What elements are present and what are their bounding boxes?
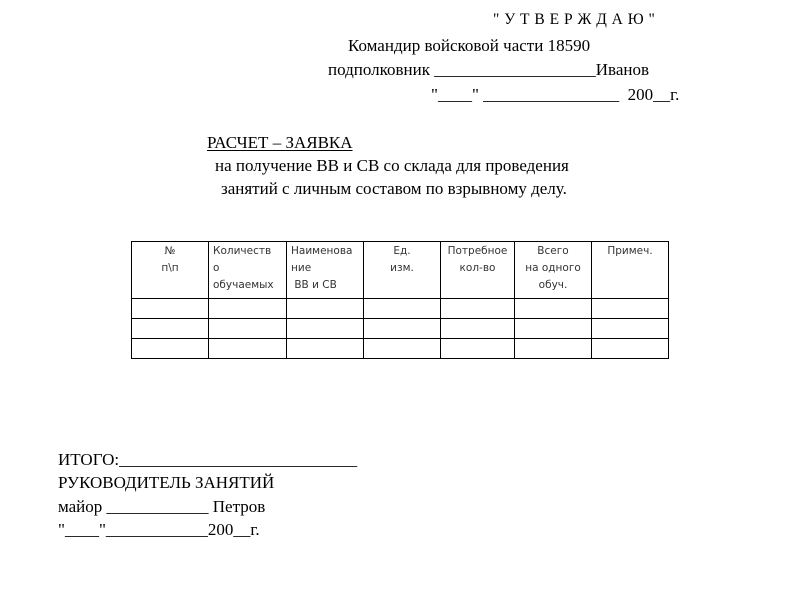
table-cell <box>209 299 287 319</box>
table-cell <box>515 319 592 339</box>
table-cell <box>132 339 209 359</box>
table-cell <box>287 299 364 319</box>
approval-date-line: "____" ________________ 200__г. <box>431 85 680 104</box>
table-row <box>132 319 669 339</box>
approval-title: " У Т В Е Р Ж Д А Ю " <box>493 11 656 28</box>
header-per-trainee: Всего на одного обуч. <box>515 242 592 299</box>
document-title: РАСЧЕТ – ЗАЯВКА <box>207 133 353 152</box>
header-unit: Ед. изм. <box>364 242 441 299</box>
table-cell <box>592 339 669 359</box>
table-cell <box>209 339 287 359</box>
header-notes: Примеч. <box>592 242 669 299</box>
table-cell <box>209 319 287 339</box>
table-row <box>132 339 669 359</box>
table-cell <box>287 319 364 339</box>
table-cell <box>364 299 441 319</box>
total-line: ИТОГО:____________________________ <box>58 450 358 469</box>
table-cell <box>364 339 441 359</box>
document-subtitle-line1: на получение ВВ и СВ со склада для проведения <box>215 156 569 175</box>
table-cell <box>441 319 515 339</box>
table-cell <box>441 339 515 359</box>
table-row <box>132 299 669 319</box>
header-number: № п\п <box>132 242 209 299</box>
requisition-table <box>131 241 669 359</box>
table-cell <box>287 339 364 359</box>
header-required-qty: Потребное кол-во <box>441 242 515 299</box>
approval-signature-line: подполковник ___________________Иванов <box>328 60 649 79</box>
table-cell <box>592 299 669 319</box>
table-cell <box>515 339 592 359</box>
session-leader-heading: РУКОВОДИТЕЛЬ ЗАНЯТИЙ <box>58 473 275 492</box>
leader-signature-line: майор ____________ Петров <box>58 497 266 516</box>
document-subtitle-line2: занятий с личным составом по взрывному делу. <box>221 179 567 198</box>
header-material-name: Наименова ние ВВ и СВ <box>287 242 364 299</box>
approval-commander-line: Командир войсковой части 18590 <box>348 36 591 55</box>
table-cell <box>515 299 592 319</box>
table-cell <box>132 319 209 339</box>
table-header-row <box>132 242 669 299</box>
table-cell <box>132 299 209 319</box>
table-cell <box>592 319 669 339</box>
table-cell <box>441 299 515 319</box>
table-cell <box>364 319 441 339</box>
header-trainee-count: Количеств о обучаемых <box>209 242 287 299</box>
leader-date-line: "____"____________200__г. <box>58 520 260 539</box>
